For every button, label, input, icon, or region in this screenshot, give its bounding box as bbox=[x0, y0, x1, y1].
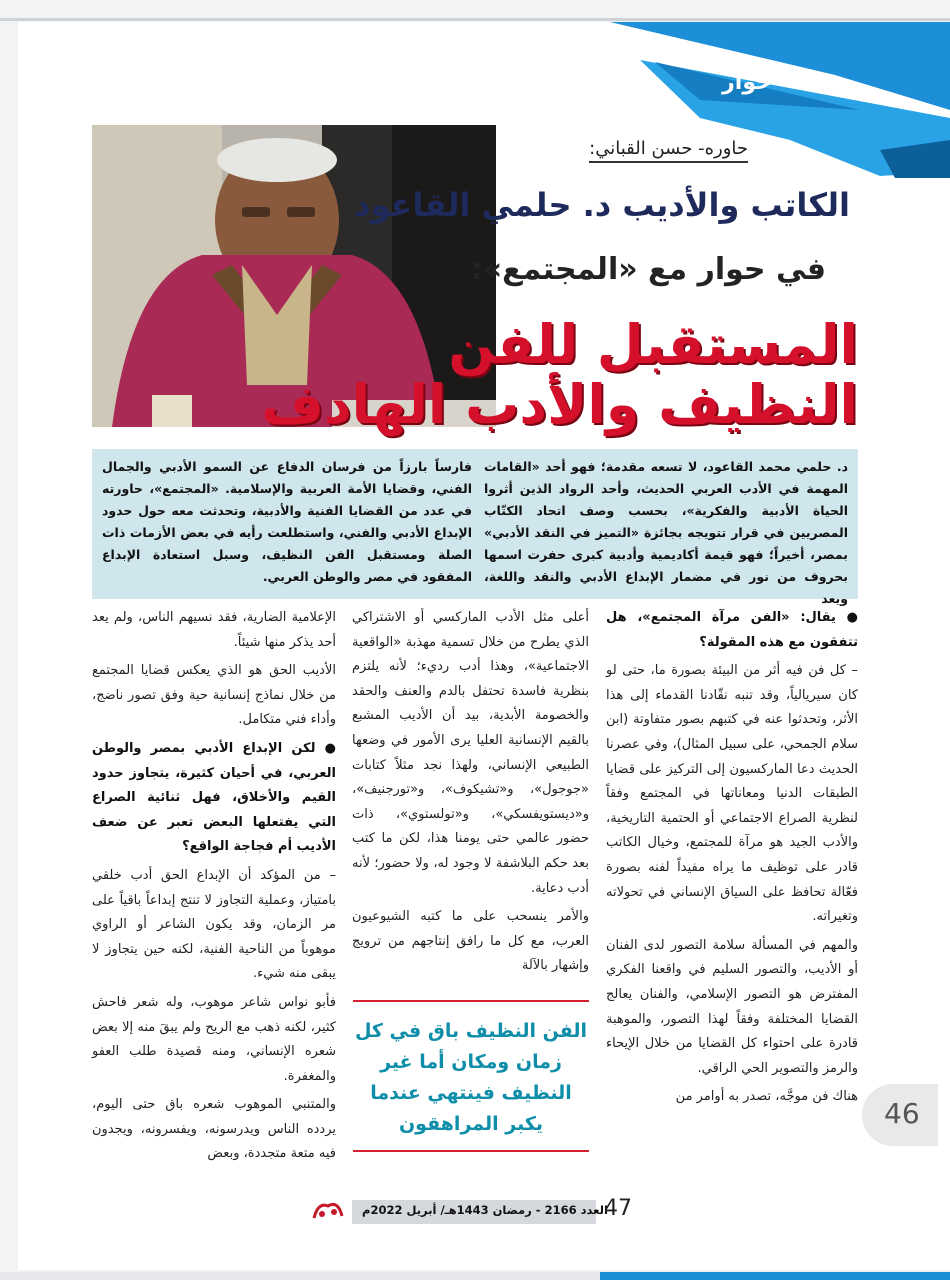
section-label: حوار bbox=[722, 70, 772, 95]
issue-info: العدد 2166 - رمضان 1443هـ/ أبريل 2022م bbox=[362, 1203, 608, 1217]
article-column-left bbox=[92, 606, 336, 1171]
bottom-bar bbox=[0, 1272, 950, 1280]
question-2: ● لكن الإبداع الأدبي بمصر والوطن العربي، في أحيان كثيرة، يتجاوز حدود القيم والأخلاق، فهل ثنائية الصراع التي يفتعلها البعض تعبر عن ضعف الأديب أم فجاجة الواقع؟ bbox=[92, 740, 336, 855]
main-headline bbox=[261, 315, 858, 436]
page-number: 47 bbox=[604, 1196, 632, 1221]
headline-kicker: في حوار مع «المجتمع»: bbox=[470, 252, 826, 287]
intro-column-left: فارساً بارزاً من فرسان الدفاع عن السمو الأدبي والجمال الفني، وقضايا الأمة العربية والإسلامية. «المجتمع»، حاورته في عدد من القضايا الفنية والأدبية، وتحدثت معه حول حدود الإبداع الأدبي والفني، واستطلعت رأيه في بعض الأزمات ذات الصلة ومستقبل الفن النظيف، وسبل استعادة الإبداع المفقود في مصر والوطن العربي. bbox=[102, 459, 472, 584]
paragraph: والأمر ينسحب على ما كتبه الشيوعيون العرب، مع كل ما رافق إنتاجهم من ترويج وإشهار بالآلة bbox=[352, 909, 589, 974]
paragraph: والمتنبي الموهوب شعره باق حتى اليوم، يردده الناس ويدرسونه، ويفسرونه، ويجدون فيه متعة متجددة، وبعض bbox=[92, 1097, 336, 1162]
paragraph: هناك فن موجَّه، تصدر به أوامر من bbox=[675, 1089, 858, 1105]
paragraph: الإعلامية الضارية، فقد نسيهم الناس، ولم يعد أحد يذكر منها شيئاً. bbox=[92, 610, 336, 650]
paragraph: – من المؤكد أن الإبداع الحق أدب خلقي بامتياز، وعملية التجاوز لا تنتج إبداعاً باقياً على مر الزمان، وقد يكون الشاعر أو الراوي موهوباً من الناحية الفنية، لكنه حين يتجاوز لا يبقى منه شيء. bbox=[92, 867, 336, 982]
side-page-number-text: 46 bbox=[884, 1097, 920, 1130]
byline: حاوره- حسن القباني: bbox=[589, 138, 748, 163]
headline-subject: الكاتب والأديب د. حلمي القاعود bbox=[354, 186, 850, 224]
main-headline-line1: المستقبل للفن bbox=[448, 313, 858, 376]
side-page-number bbox=[862, 1084, 938, 1146]
paragraph: الأديب الحق هو الذي يعكس قضايا المجتمع من خلال نماذج إنسانية حية وفق تصور ناضج، وأداء فني متكامل. bbox=[92, 663, 336, 728]
paragraph: أعلى مثل الأدب الماركسي أو الاشتراكي الذي يطرح من خلال تسمية مهذبة «الواقعية الاجتماعية»، وهذا أدب رديء؛ لأنه يلتزم بنظرية فاسدة تحتفل بالدم والعنف والحقد والخصومة الأبدية، بيد أن الأديب المشبع بالقيم الإنسانية العليا يرى الأمور في وضعها الطبيعي الإنساني، ولهذا نجد مثلاً كتابات «جوجول»، و«تشيكوف»، و«تورجنيف»، و«ديستويفسكي»، و«تولستوي»، ذات حضور عالمي حتى يومنا هذا، لكن ما كتب بعد حكم البلاشفة لا وجود له، ولا حضور؛ لأنه أدب دعاية. bbox=[352, 610, 589, 896]
pull-quote-text: الفن النظيف باق في كل زمان ومكان أما غير النظيف فينتهي عندما يكبر المراهقون bbox=[354, 1020, 588, 1135]
paragraph: والمهم في المسألة سلامة التصور لدى الفنان أو الأديب، والتصور السليم في واقعنا الفكري المفترض هو التصور الإسلامي، والفنان يعالج القضايا المختلفة وفقاً لهذا التصور، والموهبة قادرة على احتواء كل القضايا من خلال الإيحاء والرمز والتصوير الحي الراقي. bbox=[606, 937, 858, 1076]
article-column-right bbox=[606, 606, 858, 1114]
intro-column-right: د. حلمي محمد القاعود، لا تسعه مقدمة؛ فهو أحد «القامات المهمة في الأدب العربي الحديث، وأحد الرواد الذين أثروا الحياة الأدبية والفكرية»، بحسب وصف اتحاد الكتّاب المصريين في قرار تتويجه بجائزة «التميز في النقد الأدبي» بمصر، أخيراً؛ فهو قيمة أكاديمية وأدبية كبرى حفرت اسمها بحروف من نور في مضمار الإبداع الأدبي والنقد واللغة، ويعد bbox=[484, 459, 848, 606]
question-1: ● يقال: «الفن مرآة المجتمع»، هل تتفقون مع هذه المقولة؟ bbox=[606, 610, 858, 650]
pull-quote bbox=[353, 1000, 589, 1152]
paragraph: فأبو نواس شاعر موهوب، وله شعر فاحش كثير، لكنه ذهب مع الريح ولم يبقَ منه إلا بعض شعره الإنساني، ومنه قصيدة طلب العفو والمغفرة. bbox=[92, 994, 336, 1084]
intro-box bbox=[92, 449, 858, 606]
main-headline-line2: النظيف والأدب الهادف bbox=[261, 373, 858, 437]
article-column-middle bbox=[352, 606, 589, 983]
paragraph: – كل فن فيه أثر من البيئة بصورة ما، حتى لو كان سيريالياً، وقد تنبه نقّادنا القدماء إلى هذا الأثر، وتحدثوا عنه في كتبهم بصور متفاوتة (ابن سلام الجمحي، على سبيل المثال)، وفي عصرنا الحديث دعا الماركسيون إلى التركيز على قضايا الطبقات الدنيا ومعاناتها في المجتمع وفقاً لنظرية الصراع الاجتماعي أو الحتمية التاريخية، والأدب الجيد هو مرآة للمجتمع، وخيال الكاتب قادر على توظيف ما يراه مفيداً لفنه بصورة فعّالة تحافظ على السياق الإنساني في تحولاته وتغيراته. bbox=[606, 663, 858, 925]
magazine-logo-icon bbox=[310, 1198, 346, 1224]
